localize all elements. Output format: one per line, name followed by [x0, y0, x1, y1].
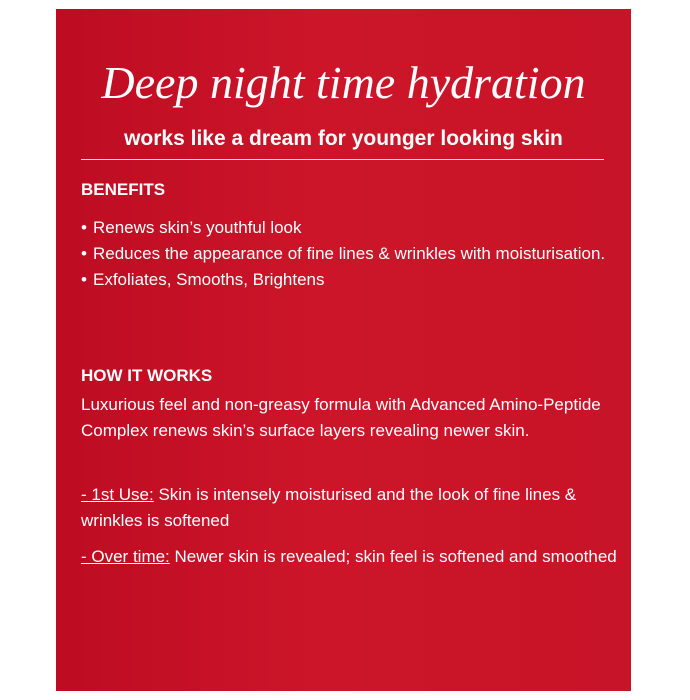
- first-use-text: Skin is intensely moisturised and the look of fine lines & wrinkles is softened: [81, 485, 577, 530]
- list-item: [81, 215, 621, 241]
- bullet-icon: •: [81, 270, 87, 289]
- subheadline: works like a dream for younger looking skin: [124, 127, 563, 150]
- benefit-text: Exfoliates, Smooths, Brightens: [93, 270, 325, 289]
- how-it-works-title: HOW IT WORKS: [81, 366, 213, 385]
- over-time-text: Newer skin is revealed; skin feel is softened and smoothed: [169, 547, 617, 566]
- first-use-label: - 1st Use:: [81, 485, 154, 504]
- how-it-works-intro: Luxurious feel and non-greasy formula with Advanced Amino-Peptide Complex renews skin’s surface layers revealing newer skin.: [81, 395, 601, 440]
- list-item: [81, 241, 621, 267]
- bullet-icon: •: [81, 218, 87, 237]
- benefits-list: [81, 215, 621, 293]
- headline: Deep night time hydration: [101, 57, 586, 108]
- divider: [81, 159, 604, 160]
- benefit-text: Renews skin’s youthful look: [93, 218, 302, 237]
- over-time-label: - Over time:: [81, 547, 170, 566]
- list-item: [81, 267, 621, 293]
- over-time-paragraph: [81, 544, 621, 570]
- bullet-icon: •: [81, 244, 87, 263]
- first-use-paragraph: [81, 482, 621, 534]
- benefit-text: Reduces the appearance of fine lines & wrinkles with moisturisation.: [93, 244, 606, 263]
- product-info-panel: [56, 9, 631, 691]
- benefits-title: BENEFITS: [81, 180, 166, 199]
